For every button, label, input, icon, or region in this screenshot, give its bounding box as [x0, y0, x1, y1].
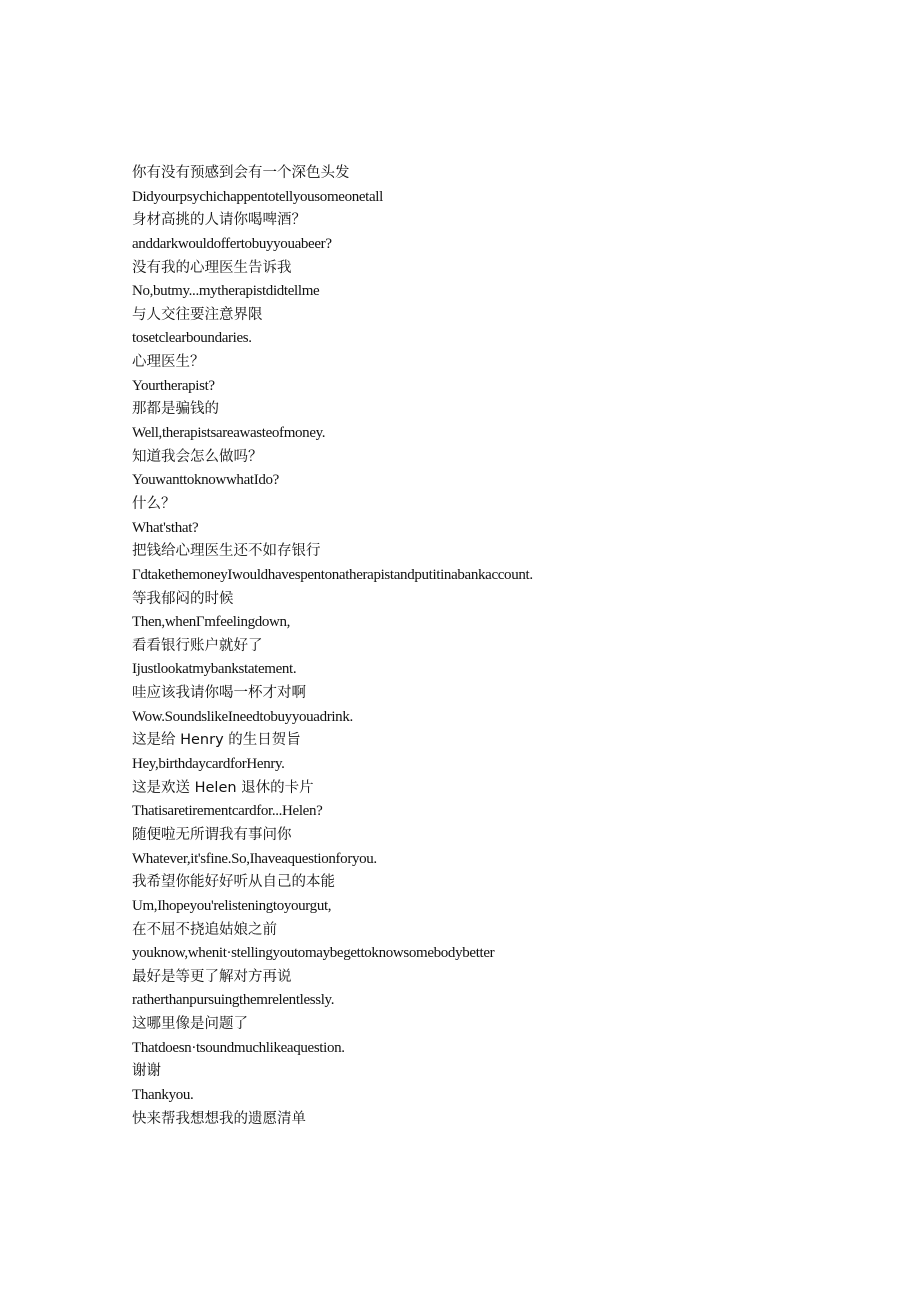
chinese-subtitle-line: 你有没有预感到会有一个深色头发 — [132, 165, 350, 181]
chinese-subtitle-line: 这是给 Henry 的生日贺旨 — [132, 732, 301, 749]
chinese-subtitle-line: 最好是等更了解对方再说 — [132, 968, 292, 985]
chinese-subtitle-line: 把钱给心理医生还不如存银行 — [132, 543, 321, 560]
chinese-subtitle-line: 心理医生？ — [132, 354, 205, 371]
english-subtitle-line: Thatisaretirementcardfor...Helen? — [132, 803, 323, 820]
english-subtitle-line: YouwanttoknowwhatIdo? — [132, 472, 279, 489]
english-subtitle-line: No,butmy...mytherapistdidtellme — [132, 283, 320, 300]
english-subtitle-line: Um,Ihopeyou'relisteningtoyourgut, — [132, 897, 332, 914]
chinese-subtitle-line: 知道我会怎么做吗？ — [132, 448, 263, 465]
chinese-subtitle-line: 那都是骗钱的 — [132, 401, 219, 418]
chinese-subtitle-line: 这是欢送 Helen 退休的卡片 — [132, 779, 314, 796]
chinese-subtitle-line: 身材高挑的人请你喝啤酒？ — [132, 212, 306, 229]
chinese-subtitle-line: 与人交往要注意界限 — [132, 306, 263, 323]
english-subtitle-line: Wow.SoundslikeIneedtobuyyouadrink. — [132, 708, 353, 725]
english-subtitle-line: ratherthanpursuingthemrelentlessly. — [132, 992, 335, 1009]
chinese-subtitle-line: 随便啦无所谓我有事问你 — [132, 826, 292, 843]
chinese-subtitle-line: 看看银行账户就好了 — [132, 637, 263, 654]
english-subtitle-line: anddarkwouldoffertobuyyouabeer? — [132, 235, 332, 252]
english-subtitle-line: Well,therapistsareawasteofmoney. — [132, 425, 326, 442]
chinese-subtitle-line: 等我郁闷的时候 — [132, 590, 234, 607]
english-subtitle-line: Thankyou. — [132, 1086, 194, 1103]
english-subtitle-line: ΓdtakethemoneyIwouldhavespentonatherapistandputitinabankaccount. — [132, 566, 533, 583]
english-subtitle-line: youknow,whenit·stellingyoutomaybegettoknowsomebodybetter — [132, 945, 495, 962]
english-subtitle-line: Yourtherapist? — [132, 377, 215, 394]
chinese-subtitle-line: 谢谢 — [132, 1063, 161, 1080]
chinese-subtitle-line: 什么？ — [132, 495, 176, 512]
chinese-subtitle-line: 快来帮我想想我的遗愿清单 — [132, 1110, 306, 1127]
english-subtitle-line: What'sthat? — [132, 519, 199, 536]
chinese-subtitle-line: 没有我的心理医生告诉我 — [132, 259, 292, 276]
english-subtitle-line: Whatever,it'sfine.So,Ihaveaquestionforyou. — [132, 850, 377, 867]
english-subtitle-line: Hey,birthdaycardforHenry. — [132, 756, 285, 773]
english-subtitle-line: tosetclearboundaries. — [132, 330, 252, 347]
english-subtitle-line: Didyourpsychichappentotellyousomeonetall — [132, 188, 383, 205]
chinese-subtitle-line: 我希望你能好好听从自己的本能 — [132, 874, 335, 891]
english-subtitle-line: Ijustlookatmybankstatement. — [132, 661, 297, 678]
english-subtitle-line: Then,whenΓmfeelingdown, — [132, 614, 291, 631]
chinese-subtitle-line: 哇应该我请你喝一杯才对啊 — [132, 685, 306, 702]
chinese-subtitle-line: 这哪里像是问题了 — [132, 1016, 248, 1033]
english-subtitle-line: Thatdoesn·tsoundmuchlikeaquestion. — [132, 1039, 345, 1056]
chinese-subtitle-line: 在不屈不挠追姑娘之前 — [132, 921, 277, 938]
bilingual-transcript — [132, 162, 892, 1131]
